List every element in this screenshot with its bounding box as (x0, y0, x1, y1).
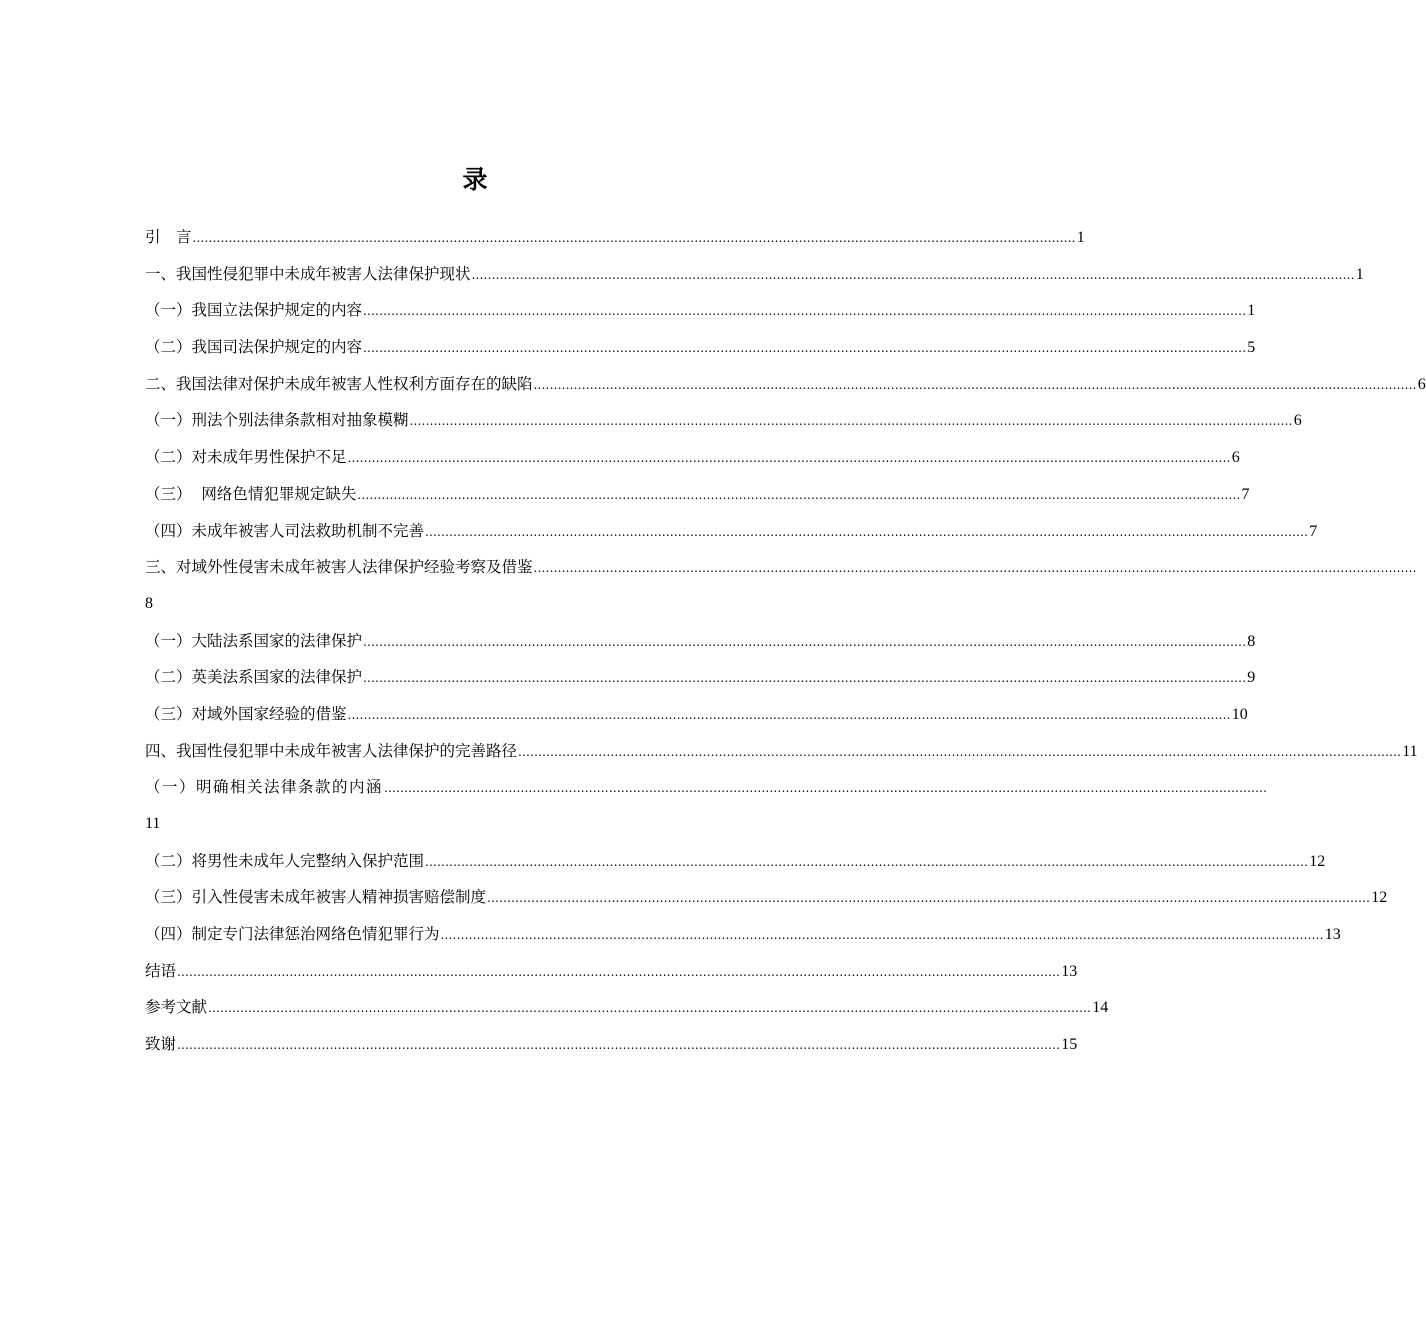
toc-entry[interactable] (145, 769, 1268, 842)
toc-leader-dots: ............................................................................................................................................................................................................................ (425, 524, 1309, 539)
toc-entry[interactable] (145, 476, 1250, 513)
toc-entry[interactable] (145, 953, 1078, 990)
toc-entry-text: （三）引入性侵害未成年被害人精神损害赔偿制度 (145, 888, 487, 907)
toc-page-number: 13 (1061, 962, 1078, 980)
toc-entry-text: 一、我国性侵犯罪中未成年被害人法律保护现状 (145, 264, 471, 283)
toc-entry[interactable] (145, 989, 1109, 1026)
toc-entry-text: （一）大陆法系国家的法律保护 (145, 631, 363, 650)
toc-page-number: 12 (1371, 889, 1388, 907)
toc-entry-text: 致谢 (145, 1035, 177, 1054)
toc-leader-dots: ............................................................................................................................................................................................................................ (487, 891, 1371, 906)
toc-entry[interactable] (145, 256, 1364, 293)
toc-entry-text: 参考文献 (145, 998, 208, 1017)
toc-page-number: 6 (1231, 449, 1240, 467)
toc-leader-dots: ............................................................................................................................................................................................................................ (363, 634, 1247, 649)
toc-entry[interactable] (145, 879, 1388, 916)
toc-leader-dots: ............................................................................................................................................................................................................................ (347, 451, 1231, 466)
toc-entry[interactable] (145, 513, 1318, 550)
toc-leader-dots: ............................................................................................................................................................................................................................ (384, 781, 1268, 796)
toc-page-number: 1 (1076, 229, 1085, 246)
toc-entry-text: 三、对域外性侵害未成年被害人法律保护经验考察及借鉴 (145, 558, 533, 577)
toc-entry-text: 四、我国性侵犯罪中未成年被害人法律保护的完善路径 (145, 741, 518, 760)
toc-leader-dots: ............................................................................................................................................................................................................................ (192, 231, 1076, 245)
toc-entry[interactable] (145, 329, 1256, 366)
toc-entry-text: （一）刑法个别法律条款相对抽象模糊 (145, 411, 409, 430)
toc-entry[interactable] (145, 219, 1085, 256)
toc-page-number: 7 (1309, 522, 1318, 540)
toc-entry[interactable] (145, 549, 1417, 622)
toc-entry-text: （一）我国立法保护规定的内容 (145, 301, 363, 320)
table-of-contents (145, 219, 1426, 1063)
toc-entry[interactable] (145, 623, 1256, 660)
toc-entry-text: （二）我国司法保护规定的内容 (145, 338, 363, 357)
toc-page-number: 11 (1402, 742, 1418, 760)
toc-leader-dots: ............................................................................................................................................................................................................................ (177, 964, 1061, 979)
toc-page-number: 12 (1309, 852, 1326, 870)
toc-page-number: 13 (1324, 926, 1341, 944)
toc-page-number: 5 (1247, 339, 1256, 357)
toc-leader-dots: ............................................................................................................................................................................................................................ (177, 1038, 1061, 1053)
toc-leader-dots: ............................................................................................................................................................................................................................ (363, 341, 1247, 356)
toc-entry[interactable] (145, 659, 1256, 696)
toc-page-number: 15 (1061, 1036, 1078, 1054)
toc-entry[interactable] (145, 1026, 1078, 1063)
toc-page-number: 10 (1231, 705, 1248, 723)
toc-page-number: 1 (1247, 302, 1256, 320)
toc-page-number: 6 (1417, 375, 1426, 393)
toc-page-number: 14 (1092, 999, 1109, 1017)
toc-entry-text: （四）未成年被害人司法救助机制不完善 (145, 521, 425, 540)
toc-page-number: 9 (1247, 669, 1256, 687)
toc-page-number: 8 (145, 594, 153, 612)
toc-leader-dots: ............................................................................................................................................................................................................................ (440, 928, 1324, 943)
toc-leader-dots: ............................................................................................................................................................................................................................ (363, 671, 1247, 686)
toc-title: 录 (462, 165, 488, 194)
toc-leader-dots: ............................................................................................................................................................................................................................ (425, 854, 1309, 869)
toc-entry-text: （二）对未成年男性保护不足 (145, 448, 347, 467)
toc-entry-text: 引 言 (145, 228, 192, 246)
toc-leader-dots: ............................................................................................................................................................................................................................ (518, 744, 1402, 759)
toc-leader-dots: ............................................................................................................................................................................................................................ (533, 561, 1417, 576)
toc-entry-text: 二、我国法律对保护未成年被害人性权利方面存在的缺陷 (145, 374, 533, 393)
toc-page-number: 8 (1247, 632, 1256, 650)
toc-leader-dots: ............................................................................................................................................................................................................................ (357, 487, 1241, 502)
toc-leader-dots: ............................................................................................................................................................................................................................ (208, 1001, 1092, 1016)
toc-entry[interactable] (145, 366, 1426, 403)
toc-page-number: 1 (1355, 265, 1364, 283)
toc-page-number: 7 (1241, 485, 1250, 503)
toc-entry[interactable] (145, 292, 1256, 329)
toc-leader-dots: ............................................................................................................................................................................................................................ (363, 304, 1247, 319)
toc-entry-text: （二）将男性未成年人完整纳入保护范围 (145, 851, 425, 870)
toc-entry-text: （三） 网络色情犯罪规定缺失 (145, 484, 357, 503)
toc-entry-text: （一）明确相关法律条款的内涵 (145, 778, 384, 797)
toc-entry-text: （三）对域外国家经验的借鉴 (145, 704, 347, 723)
toc-entry-text: （四）制定专门法律惩治网络色情犯罪行为 (145, 925, 440, 944)
toc-entry[interactable] (145, 402, 1302, 439)
toc-entry[interactable] (145, 843, 1326, 880)
toc-page-number: 6 (1293, 412, 1302, 430)
toc-entry[interactable] (145, 916, 1341, 953)
toc-leader-dots: ............................................................................................................................................................................................................................ (533, 377, 1417, 392)
toc-entry-text: （二）英美法系国家的法律保护 (145, 668, 363, 687)
toc-page-number: 11 (145, 815, 161, 832)
toc-leader-dots: ............................................................................................................................................................................................................................ (347, 707, 1231, 722)
toc-entry[interactable] (145, 696, 1248, 733)
toc-leader-dots: ............................................................................................................................................................................................................................ (409, 414, 1293, 429)
toc-leader-dots: ............................................................................................................................................................................................................................ (471, 267, 1355, 282)
toc-entry[interactable] (145, 733, 1418, 770)
toc-entry-text: 结语 (145, 961, 177, 980)
toc-entry[interactable] (145, 439, 1240, 476)
